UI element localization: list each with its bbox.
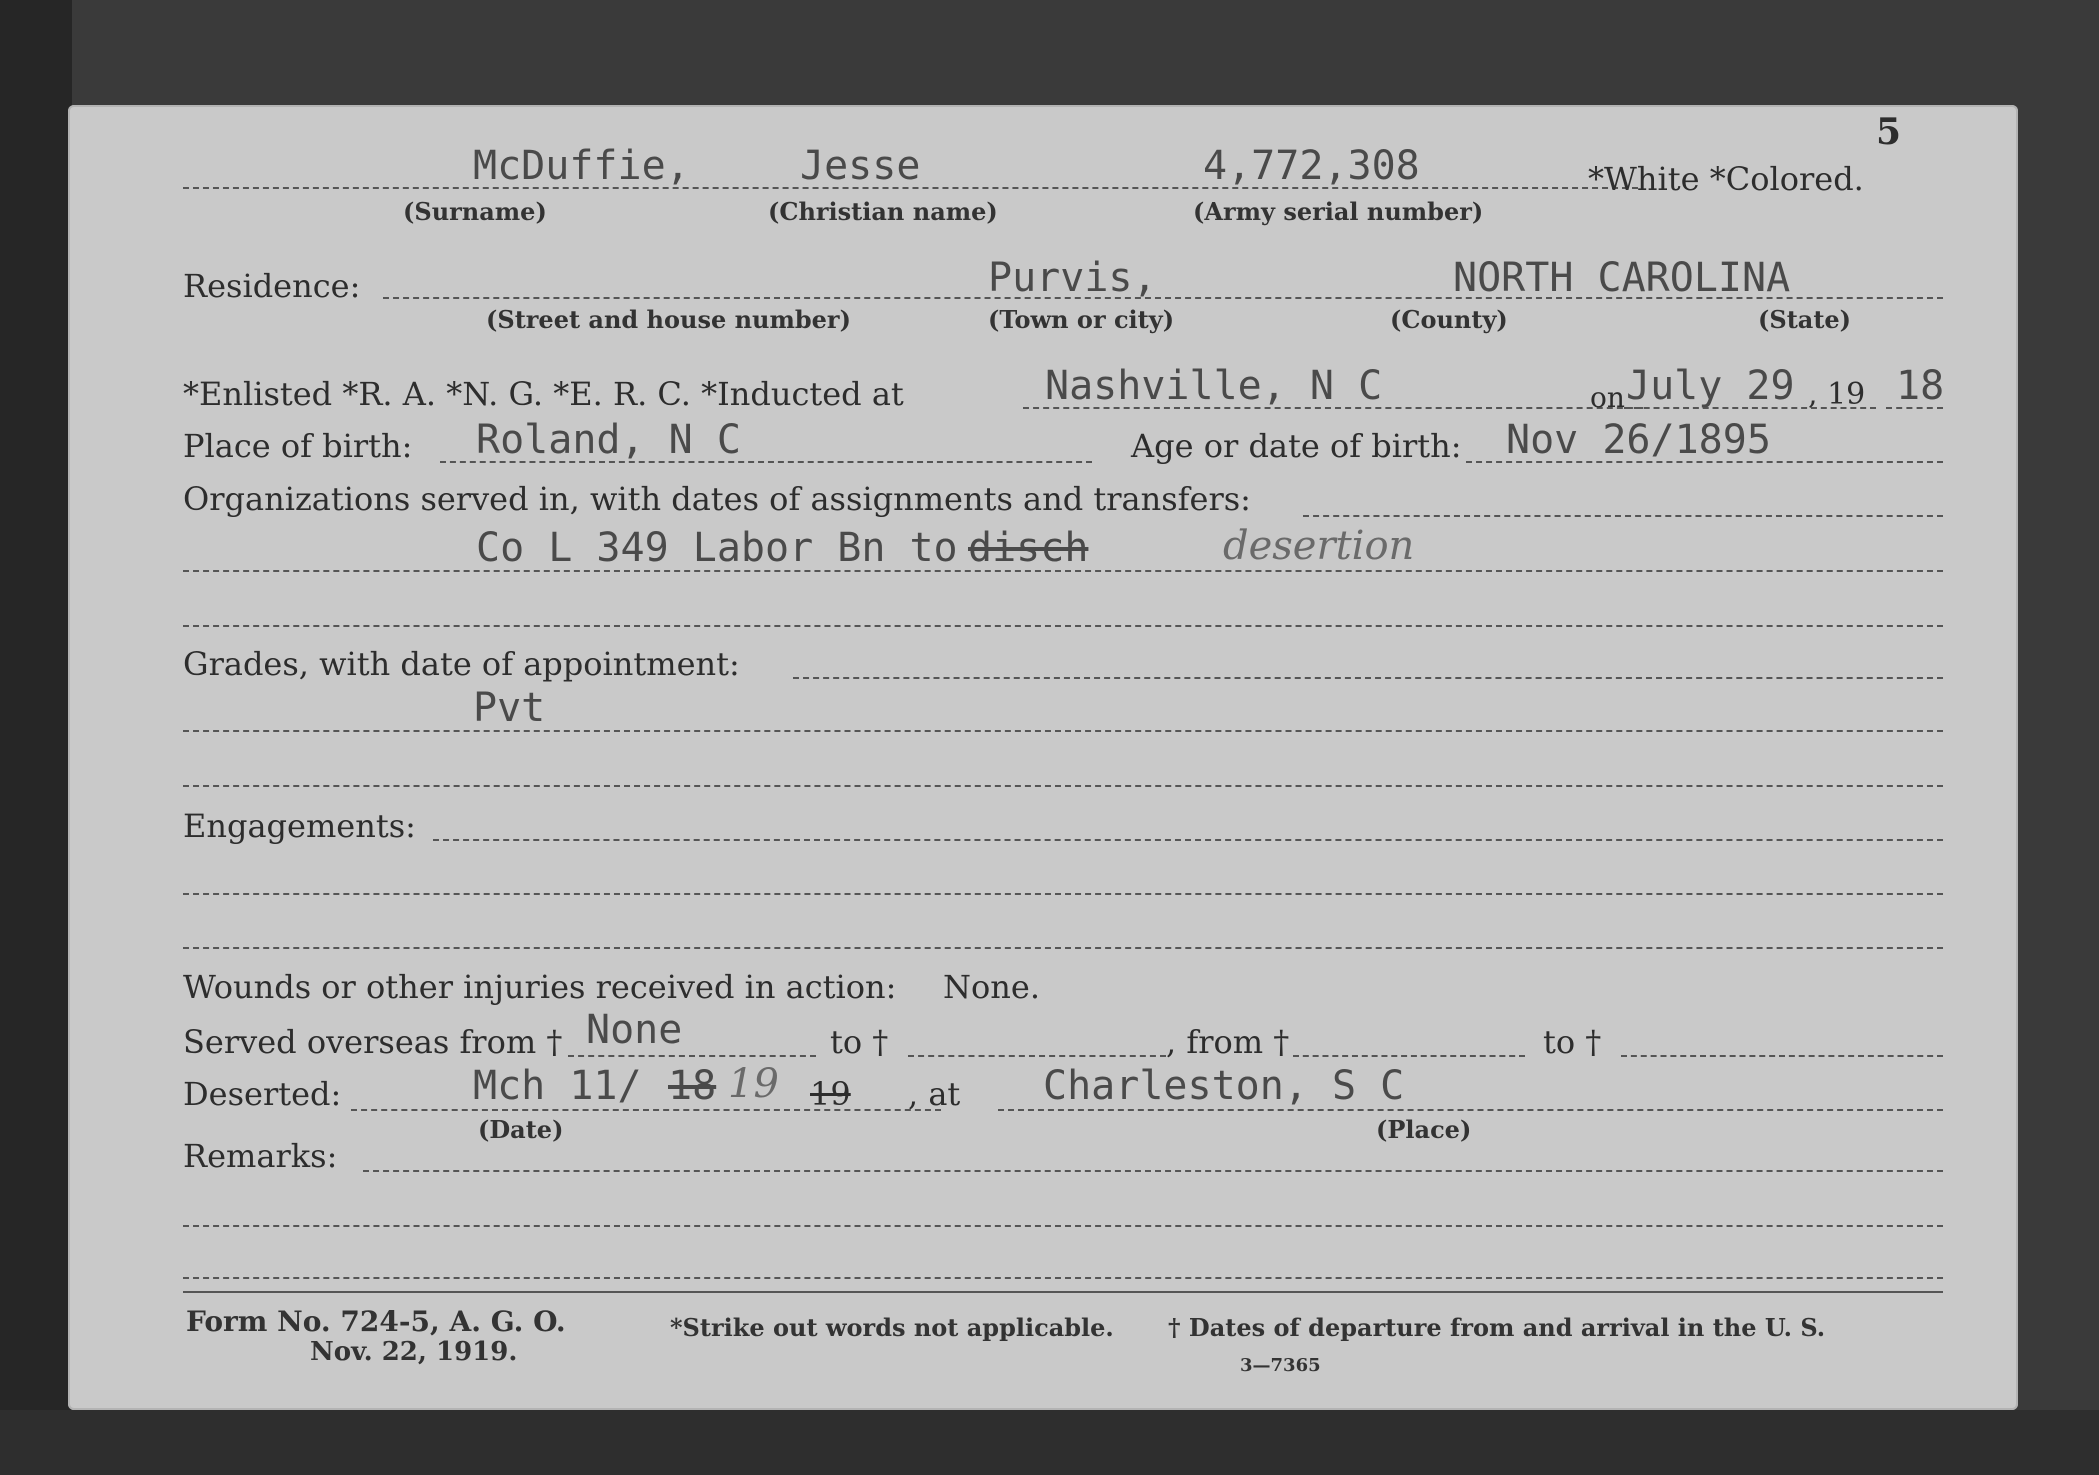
- deserted-year-prefix: 19: [810, 1075, 851, 1113]
- residence-label: Residence:: [183, 267, 361, 305]
- footer-rule: [183, 1291, 1943, 1293]
- remarks-line-1: [363, 1170, 1943, 1172]
- race-options: *White *Colored.: [1588, 160, 1864, 198]
- deserted-place-label: (Place): [1376, 1115, 1472, 1144]
- surname-value: McDuffie,: [473, 143, 690, 189]
- street-label: (Street and house number): [486, 305, 851, 334]
- grades-line-1: [793, 677, 1943, 679]
- engagements-line-2: [183, 893, 1943, 895]
- birth-date-value: Nov 26/1895: [1506, 417, 1771, 463]
- organizations-line-3: [183, 625, 1943, 627]
- deserted-handwritten-year: 19: [728, 1061, 779, 1107]
- deserted-place-value: Charleston, S C: [1043, 1063, 1405, 1109]
- organizations-label: Organizations served in, with dates of assignments and transfers:: [183, 480, 1251, 518]
- wounds-label: Wounds or other injuries received in action:: [183, 968, 897, 1006]
- enlistment-year-value: 18: [1896, 363, 1945, 409]
- overseas-from-value: None: [586, 1007, 683, 1053]
- residence-county-value: NORTH CAROLINA: [1453, 255, 1791, 301]
- wounds-value: None.: [943, 968, 1040, 1006]
- county-label: (County): [1390, 305, 1508, 334]
- overseas-label: Served overseas from †: [183, 1023, 563, 1061]
- organizations-handwritten: desertion: [1223, 523, 1415, 569]
- enlistment-year-prefix: , 19: [1808, 377, 1866, 412]
- deserted-date-line: [351, 1109, 941, 1111]
- overseas-to-label: to †: [830, 1023, 889, 1061]
- enlistment-label: *Enlisted *R. A. *N. G. *E. R. C. *Inducted at: [183, 375, 904, 413]
- scan-edge-left: [0, 0, 72, 1475]
- grades-line-2: [183, 730, 1943, 732]
- remarks-line-2: [183, 1225, 1943, 1227]
- card-number: 5: [1876, 111, 1902, 153]
- birth-date-label: Age or date of birth:: [1131, 427, 1462, 465]
- christian-name-label: (Christian name): [768, 197, 998, 226]
- organizations-value: Co L 349 Labor Bn to: [476, 525, 958, 571]
- surname-label: (Surname): [403, 197, 547, 226]
- enlistment-year-line: [1886, 407, 1943, 409]
- footnote-dates: † Dates of departure from and arrival in the U. S.: [1168, 1313, 1826, 1342]
- scan-edge-bottom: [0, 1410, 2099, 1475]
- deserted-place-line: [998, 1109, 1943, 1111]
- enlistment-date-value: July 29: [1626, 363, 1795, 409]
- engagements-label: Engagements:: [183, 807, 416, 845]
- organizations-line-1: [1303, 515, 1943, 517]
- enlistment-place-value: Nashville, N C: [1045, 363, 1383, 409]
- deserted-date-label: (Date): [478, 1115, 564, 1144]
- form-date: Nov. 22, 1919.: [310, 1337, 518, 1367]
- service-record-card: [68, 105, 2018, 1410]
- on-label: on: [1590, 381, 1625, 414]
- grades-line-3: [183, 785, 1943, 787]
- serial-number-label: (Army serial number): [1193, 197, 1484, 226]
- overseas-from-label-2: , from †: [1166, 1023, 1290, 1061]
- overseas-from-line-2: [1293, 1055, 1525, 1057]
- print-code: 3—7365: [1240, 1355, 1321, 1376]
- remarks-label: Remarks:: [183, 1137, 338, 1175]
- engagements-line-1: [433, 839, 1943, 841]
- birth-place-value: Roland, N C: [476, 417, 741, 463]
- overseas-to-label-2: to †: [1543, 1023, 1602, 1061]
- christian-name-value: Jesse: [800, 143, 921, 189]
- overseas-to-line-2: [1621, 1055, 1943, 1057]
- deserted-date-value: Mch 11/: [473, 1063, 642, 1109]
- overseas-to-line: [908, 1055, 1166, 1057]
- form-number: Form No. 724-5, A. G. O.: [186, 1305, 566, 1338]
- town-label: (Town or city): [988, 305, 1175, 334]
- overseas-from-line: [568, 1055, 816, 1057]
- organizations-struck-value: disch: [968, 525, 1089, 571]
- remarks-line-3: [183, 1277, 1943, 1279]
- serial-number-value: 4,772,308: [1203, 143, 1420, 189]
- deserted-at-label: , at: [908, 1075, 961, 1113]
- deserted-label: Deserted:: [183, 1075, 342, 1113]
- footnote-strike: *Strike out words not applicable.: [670, 1313, 1114, 1342]
- grades-label: Grades, with date of appointment:: [183, 645, 740, 683]
- state-label: (State): [1758, 305, 1852, 334]
- residence-town-value: Purvis,: [988, 255, 1157, 301]
- birth-place-label: Place of birth:: [183, 427, 413, 465]
- deserted-struck-year: 18: [668, 1063, 717, 1109]
- engagements-line-3: [183, 947, 1943, 949]
- grades-value: Pvt: [473, 685, 546, 731]
